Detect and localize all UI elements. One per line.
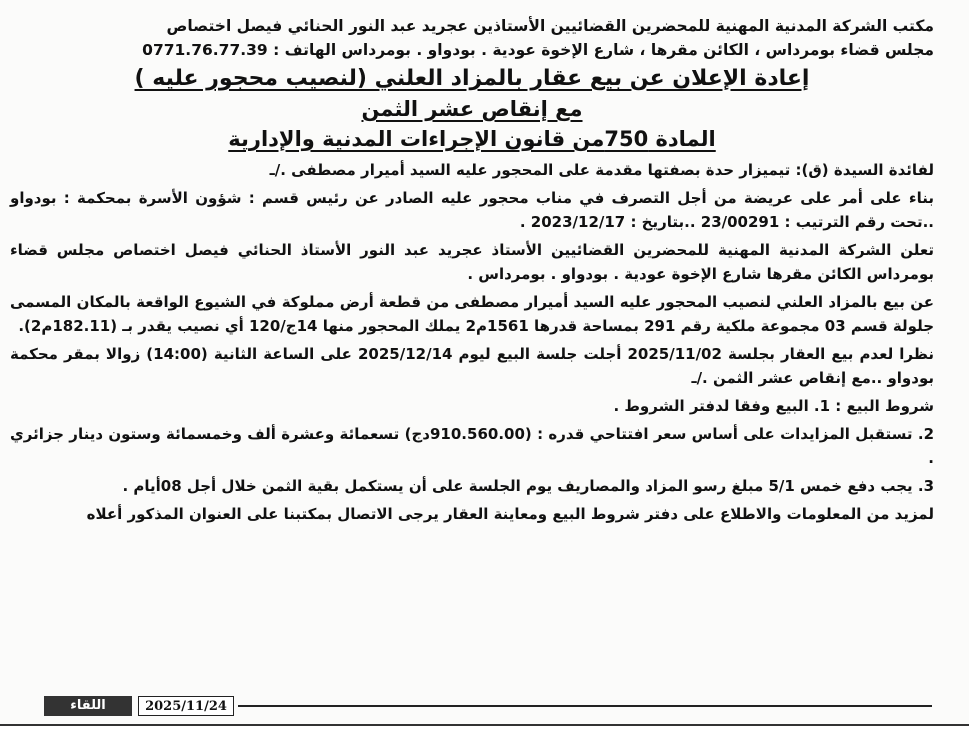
office-header-line-2: مجلس قضاء بومرداس ، الكائن مقرها ، شارع الإخوة عودية . بودواو . بومرداس الهاتف : 0771.76.77.39	[142, 41, 934, 59]
publication-date-badge: 2025/11/24	[138, 696, 234, 716]
beneficiary-paragraph: لفائدة السيدة (ق): تيميزار حدة بصفتها مقدمة على المحجور عليه السيد أميرار مصطفى ./ـ	[269, 161, 934, 179]
legal-article-reference: المادة 750من قانون الإجراءات المدنية والإدارية	[228, 127, 716, 151]
next-notice-border	[0, 724, 969, 734]
footer-divider	[238, 705, 932, 707]
notice-subtitle: مع إنقاص عشر الثمن	[361, 97, 583, 121]
office-announcement-paragraph: تعلن الشركة المدنية المهنية للمحضرين القضائيين الأستاذ عجريد عبد النور الأستاذ الحنائي فيصل اختصاص مجلس قضاء بومرداس الكائن مقرها شارع الإخوة عودية . بودواو . بومرداس .	[10, 241, 934, 283]
sale-condition-1: شروط البيع : 1. البيع وفقا لدفتر الشروط .	[613, 397, 934, 415]
office-header-line-1: مكتب الشركة المدنية المهنية للمحضرين القضائيين الأستاذين عجريد عبد النور الحنائي فيصل اختصاص	[166, 17, 934, 35]
auction-date-paragraph: نظرا لعدم بيع العقار بجلسة 2025/11/02 أجلت جلسة البيع ليوم 2025/12/14 على الساعة الثانية (14:00) زوالا بمقر محكمة بودواو ..مع إنقاص عشر الثمن ./ـ	[10, 345, 934, 387]
property-description-paragraph: عن بيع بالمزاد العلني لنصيب المحجور عليه السيد أميرار مصطفى من قطعة أرض مملوكة في الشيوع الواقعة بالمكان المسمى جلولة قسم 03 مجموعة ملكية رقم 291 بمساحة قدرها 1561م2 يملك المحجور منها 14ج/120 أي نصيب يقدر بـ (182.11م2).	[10, 293, 934, 335]
sale-condition-3: 3. يجب دفع خمس 5/1 مبلغ رسو المزاد والمصاريف يوم الجلسة على أن يستكمل بقية الثمن خلال أجل 08أيام .	[122, 477, 934, 495]
court-order-paragraph: بناء على أمر على عريضة من أجل التصرف في مناب محجور عليه الصادر عن رئيس قسم : شؤون الأسرة بمحكمة : بودواو ..تحت رقم الترتيب : 23/00291 ..بتاريخ : 2023/12/17 .	[10, 189, 934, 231]
publication-footer	[6, 696, 932, 716]
sale-condition-2: 2. تستقبل المزايدات على أساس سعر افتتاحي قدره : (910.560.00دج) تسعمائة وعشرة ألف وخمسمائة وستون دينار جزائري .	[10, 425, 934, 467]
auction-notice	[10, 14, 934, 526]
newspaper-name-badge: اللقاء	[44, 696, 132, 716]
notice-main-title: إعادة الإعلان عن بيع عقار بالمزاد العلني (لنصيب محجور عليه )	[134, 66, 810, 91]
contact-paragraph: لمزيد من المعلومات والاطلاع على دفتر شروط البيع ومعاينة العقار يرجى الاتصال بمكتبنا على العنوان المذكور أعلاه	[86, 505, 934, 523]
